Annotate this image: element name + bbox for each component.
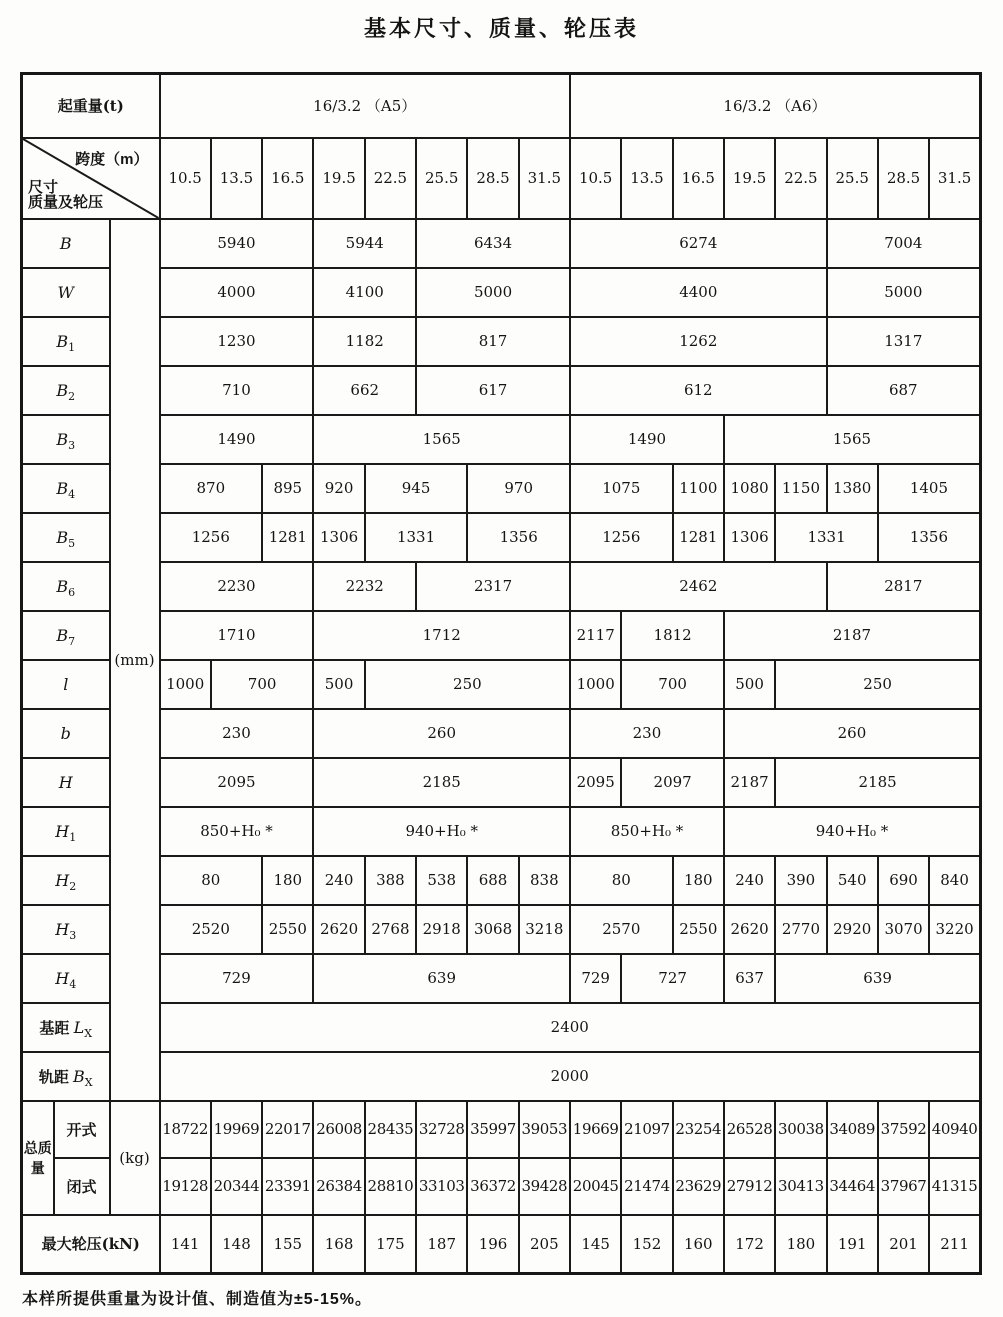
value-cell: 34464 [827, 1158, 878, 1215]
row-label-var: H [55, 919, 70, 939]
value-cell: 1712 [313, 611, 570, 660]
value-cell: 639 [775, 954, 980, 1003]
value-cell: 637 [724, 954, 775, 1003]
row-label-H1 [22, 807, 110, 856]
table-row [22, 268, 981, 317]
value-cell: 80 [570, 856, 673, 905]
unit-mm-cell: (mm) [110, 219, 160, 1101]
value-cell: 3220 [929, 905, 980, 954]
value-cell: 817 [416, 317, 570, 366]
span-header-cell: 31.5 [929, 138, 980, 219]
value-cell: 617 [416, 366, 570, 415]
value-cell: 5940 [160, 219, 314, 268]
value-cell: 1380 [827, 464, 878, 513]
value-cell: 1256 [160, 513, 263, 562]
row-label-var: H [55, 870, 70, 890]
value-cell: 23629 [673, 1158, 724, 1215]
row-label-var: W [57, 282, 74, 302]
row-label-sub: X [84, 1075, 93, 1089]
value-cell: 7004 [827, 219, 981, 268]
row-label-var: B [56, 380, 69, 400]
row-label-var: B [56, 478, 69, 498]
table-row [22, 219, 981, 268]
span-header-cell: 22.5 [365, 138, 416, 219]
row-label-B3 [22, 415, 110, 464]
value-cell: 180 [775, 1215, 826, 1274]
value-cell: 2097 [621, 758, 724, 807]
value-cell: 688 [467, 856, 518, 905]
value-cell: 2187 [724, 611, 981, 660]
row-label-total-mass: 总质量 [22, 1101, 54, 1215]
value-cell: 2520 [160, 905, 263, 954]
value-cell: 850+H₀ * [160, 807, 314, 856]
row-label-sub: 2 [68, 389, 76, 403]
row-label-var: B [56, 625, 69, 645]
value-cell: 1080 [724, 464, 775, 513]
value-cell: 1075 [570, 464, 673, 513]
value-cell: 2918 [416, 905, 467, 954]
value-cell: 2095 [160, 758, 314, 807]
capacity-header: 起重量(t) [22, 74, 160, 138]
value-cell: 1100 [673, 464, 724, 513]
diagonal-label-mass-wheel: 质量及轮压 [28, 193, 104, 211]
span-header-cell: 19.5 [313, 138, 364, 219]
row-label-H [22, 758, 110, 807]
table-row [22, 415, 981, 464]
value-cell: 838 [519, 856, 570, 905]
row-label-var: B [56, 576, 69, 596]
value-cell: 850+H₀ * [570, 807, 724, 856]
value-cell: 180 [673, 856, 724, 905]
table-row [22, 366, 981, 415]
value-cell: 2232 [313, 562, 416, 611]
row-label-var: B [56, 331, 69, 351]
value-cell: 1281 [673, 513, 724, 562]
value-cell: 2570 [570, 905, 673, 954]
table-row [22, 856, 981, 905]
value-cell: 240 [313, 856, 364, 905]
table-row [22, 317, 981, 366]
value-cell: 2620 [724, 905, 775, 954]
row-label-B [22, 219, 110, 268]
table-row [22, 1003, 981, 1052]
value-cell: 729 [570, 954, 621, 1003]
value-cell: 662 [313, 366, 416, 415]
value-cell: 1256 [570, 513, 673, 562]
table-row [22, 1158, 981, 1215]
value-cell: 26384 [313, 1158, 364, 1215]
value-cell: 26008 [313, 1101, 364, 1158]
value-cell: 1262 [570, 317, 827, 366]
table-row [22, 709, 981, 758]
value-cell: 388 [365, 856, 416, 905]
value-cell: 5944 [313, 219, 416, 268]
value-cell: 201 [878, 1215, 929, 1274]
value-cell: 34089 [827, 1101, 878, 1158]
value-cell: 19669 [570, 1101, 621, 1158]
value-cell: 41315 [929, 1158, 980, 1215]
value-cell: 1331 [365, 513, 468, 562]
row-label-var: H [55, 968, 70, 988]
span-header-cell: 25.5 [827, 138, 878, 219]
value-cell: 945 [365, 464, 468, 513]
value-cell: 80 [160, 856, 263, 905]
value-cell: 538 [416, 856, 467, 905]
row-label-sub: 4 [69, 977, 77, 991]
value-cell: 612 [570, 366, 827, 415]
row-label-var: B [56, 429, 69, 449]
value-cell: 32728 [416, 1101, 467, 1158]
value-cell: 870 [160, 464, 263, 513]
table-row [22, 513, 981, 562]
value-cell: 540 [827, 856, 878, 905]
span-header-cell: 25.5 [416, 138, 467, 219]
table-row [22, 74, 981, 138]
value-cell: 2187 [724, 758, 775, 807]
value-cell: 2817 [827, 562, 981, 611]
value-cell: 970 [467, 464, 570, 513]
span-header-cell: 19.5 [724, 138, 775, 219]
value-cell: 180 [262, 856, 313, 905]
value-cell: 1405 [878, 464, 981, 513]
value-cell: 3070 [878, 905, 929, 954]
table-row [22, 138, 981, 219]
value-cell: 250 [365, 660, 570, 709]
table-row [22, 1101, 981, 1158]
value-cell: 18722 [160, 1101, 211, 1158]
value-cell: 1306 [313, 513, 364, 562]
value-cell: 840 [929, 856, 980, 905]
value-cell: 172 [724, 1215, 775, 1274]
row-label-sub: 3 [69, 928, 77, 942]
value-cell: 1565 [724, 415, 981, 464]
value-cell: 3218 [519, 905, 570, 954]
value-cell: 4000 [160, 268, 314, 317]
table-row [22, 807, 981, 856]
span-header-cell: 10.5 [570, 138, 621, 219]
value-cell: 639 [313, 954, 570, 1003]
value-cell: 168 [313, 1215, 364, 1274]
row-label-H2 [22, 856, 110, 905]
value-cell: 19128 [160, 1158, 211, 1215]
unit-kg-cell: (kg) [110, 1101, 160, 1215]
value-cell: 687 [827, 366, 981, 415]
value-cell: 2317 [416, 562, 570, 611]
value-cell: 187 [416, 1215, 467, 1274]
value-cell: 141 [160, 1215, 211, 1274]
value-cell: 2550 [262, 905, 313, 954]
row-label-var: b [60, 723, 71, 743]
value-cell: 22017 [262, 1101, 313, 1158]
span-header-cell: 28.5 [467, 138, 518, 219]
row-label-var: L [73, 1017, 85, 1037]
value-cell: 20045 [570, 1158, 621, 1215]
row-label-sub: 7 [68, 634, 76, 648]
footnote: 本样所提供重量为设计值、制造值为±5-15%。 [22, 1291, 373, 1308]
value-cell: 196 [467, 1215, 518, 1274]
row-label-B4 [22, 464, 110, 513]
value-cell: 4400 [570, 268, 827, 317]
value-cell: 145 [570, 1215, 621, 1274]
diagonal-label-dimension: 尺寸 [28, 178, 59, 196]
value-cell: 40940 [929, 1101, 980, 1158]
span-header-cell: 13.5 [211, 138, 262, 219]
value-cell: 260 [724, 709, 981, 758]
span-header-cell: 13.5 [621, 138, 672, 219]
row-label-max-wheel-load: 最大轮压(kN) [22, 1215, 160, 1274]
value-cell: 39428 [519, 1158, 570, 1215]
row-label-sub: 4 [68, 487, 76, 501]
row-label-sub: X [84, 1026, 93, 1040]
value-cell: 39053 [519, 1101, 570, 1158]
value-cell: 28435 [365, 1101, 416, 1158]
value-cell: 2185 [775, 758, 980, 807]
row-label-W [22, 268, 110, 317]
row-label-B7 [22, 611, 110, 660]
value-cell: 27912 [724, 1158, 775, 1215]
value-cell: 1150 [775, 464, 826, 513]
value-cell: 940+H₀ * [313, 807, 570, 856]
value-cell: 6434 [416, 219, 570, 268]
spec-table [20, 72, 982, 1275]
value-cell: 1490 [570, 415, 724, 464]
value-cell: 1331 [775, 513, 878, 562]
row-label-var: H [58, 772, 73, 792]
value-cell: 152 [621, 1215, 672, 1274]
value-cell: 1356 [878, 513, 981, 562]
row-label-var: B [56, 527, 69, 547]
value-cell: 5000 [416, 268, 570, 317]
row-label-sub: 6 [68, 585, 76, 599]
value-cell: 1000 [570, 660, 621, 709]
table-row [22, 758, 981, 807]
row-label-var: B [59, 233, 72, 253]
value-cell: 1182 [313, 317, 416, 366]
diagonal-wrap [23, 139, 159, 218]
table-row [22, 1052, 981, 1101]
value-cell: 37592 [878, 1101, 929, 1158]
value-cell: 230 [570, 709, 724, 758]
value-cell: 21474 [621, 1158, 672, 1215]
group-header-a6: 16/3.2 （A6） [570, 74, 981, 138]
value-cell: 2550 [673, 905, 724, 954]
value-cell: 2185 [313, 758, 570, 807]
diagonal-header-cell [22, 138, 160, 219]
row-label-H4 [22, 954, 110, 1003]
row-label-l [22, 660, 110, 709]
value-cell: 2920 [827, 905, 878, 954]
group-header-a5: 16/3.2 （A5） [160, 74, 571, 138]
row-label-var: B [73, 1066, 85, 1086]
row-label-closed-type: 闭式 [54, 1158, 110, 1215]
value-cell: 33103 [416, 1158, 467, 1215]
value-cell: 727 [621, 954, 724, 1003]
row-label-B2 [22, 366, 110, 415]
value-cell: 205 [519, 1215, 570, 1274]
diagonal-label-span: 跨度（m） [75, 150, 149, 168]
value-cell: 2095 [570, 758, 621, 807]
table-row [22, 611, 981, 660]
row-label-var: H [55, 821, 70, 841]
span-header-cell: 31.5 [519, 138, 570, 219]
row-label-Lx [22, 1003, 110, 1052]
span-header-cell: 10.5 [160, 138, 211, 219]
value-cell: 2462 [570, 562, 827, 611]
value-cell: 1565 [313, 415, 570, 464]
span-header-cell: 16.5 [262, 138, 313, 219]
value-cell: 23391 [262, 1158, 313, 1215]
row-label-B1 [22, 317, 110, 366]
value-cell: 260 [313, 709, 570, 758]
value-cell: 28810 [365, 1158, 416, 1215]
value-cell: 30413 [775, 1158, 826, 1215]
value-cell: 191 [827, 1215, 878, 1274]
value-cell: 700 [211, 660, 314, 709]
value-cell: 1356 [467, 513, 570, 562]
value-cell: 5000 [827, 268, 981, 317]
value-cell: 1710 [160, 611, 314, 660]
row-label-b [22, 709, 110, 758]
row-label-var: l [63, 674, 69, 694]
value-cell: 30038 [775, 1101, 826, 1158]
value-cell: 1317 [827, 317, 981, 366]
row-label-sub: 1 [68, 340, 76, 354]
value-cell: 19969 [211, 1101, 262, 1158]
value-cell: 729 [160, 954, 314, 1003]
value-cell: 1306 [724, 513, 775, 562]
table-row [22, 660, 981, 709]
row-label-Bx [22, 1052, 110, 1101]
value-cell: 2000 [160, 1052, 981, 1101]
span-header-cell: 22.5 [775, 138, 826, 219]
row-label-B5 [22, 513, 110, 562]
value-cell: 690 [878, 856, 929, 905]
row-label-sub: 3 [68, 438, 76, 452]
value-cell: 2770 [775, 905, 826, 954]
row-label-B6 [22, 562, 110, 611]
value-cell: 700 [621, 660, 724, 709]
value-cell: 35997 [467, 1101, 518, 1158]
value-cell: 2117 [570, 611, 621, 660]
value-cell: 500 [724, 660, 775, 709]
value-cell: 211 [929, 1215, 980, 1274]
value-cell: 175 [365, 1215, 416, 1274]
value-cell: 160 [673, 1215, 724, 1274]
value-cell: 37967 [878, 1158, 929, 1215]
value-cell: 1490 [160, 415, 314, 464]
row-label-H3 [22, 905, 110, 954]
table-row [22, 562, 981, 611]
value-cell: 1281 [262, 513, 313, 562]
value-cell: 500 [313, 660, 364, 709]
value-cell: 20344 [211, 1158, 262, 1215]
table-row [22, 464, 981, 513]
span-header-cell: 16.5 [673, 138, 724, 219]
row-label-cn: 轨距 [38, 1068, 74, 1086]
value-cell: 230 [160, 709, 314, 758]
value-cell: 4100 [313, 268, 416, 317]
value-cell: 155 [262, 1215, 313, 1274]
value-cell: 895 [262, 464, 313, 513]
value-cell: 240 [724, 856, 775, 905]
row-label-sub: 1 [69, 830, 77, 844]
value-cell: 2768 [365, 905, 416, 954]
value-cell: 3068 [467, 905, 518, 954]
value-cell: 26528 [724, 1101, 775, 1158]
value-cell: 390 [775, 856, 826, 905]
value-cell: 2620 [313, 905, 364, 954]
span-header-cell: 28.5 [878, 138, 929, 219]
table-row [22, 954, 981, 1003]
row-label-sub: 5 [68, 536, 76, 550]
value-cell: 1812 [621, 611, 724, 660]
value-cell: 940+H₀ * [724, 807, 981, 856]
value-cell: 2400 [160, 1003, 981, 1052]
value-cell: 250 [775, 660, 980, 709]
value-cell: 6274 [570, 219, 827, 268]
value-cell: 36372 [467, 1158, 518, 1215]
row-label-cn: 基距 [39, 1019, 74, 1037]
value-cell: 710 [160, 366, 314, 415]
value-cell: 21097 [621, 1101, 672, 1158]
value-cell: 1000 [160, 660, 211, 709]
value-cell: 920 [313, 464, 364, 513]
value-cell: 2230 [160, 562, 314, 611]
row-label-open-type: 开式 [54, 1101, 110, 1158]
page-title: 基本尺寸、质量、轮压表 [363, 16, 639, 41]
row-label-sub: 2 [69, 879, 77, 893]
value-cell: 1230 [160, 317, 314, 366]
table-row [22, 1215, 981, 1274]
value-cell: 148 [211, 1215, 262, 1274]
table-row [22, 905, 981, 954]
value-cell: 23254 [673, 1101, 724, 1158]
